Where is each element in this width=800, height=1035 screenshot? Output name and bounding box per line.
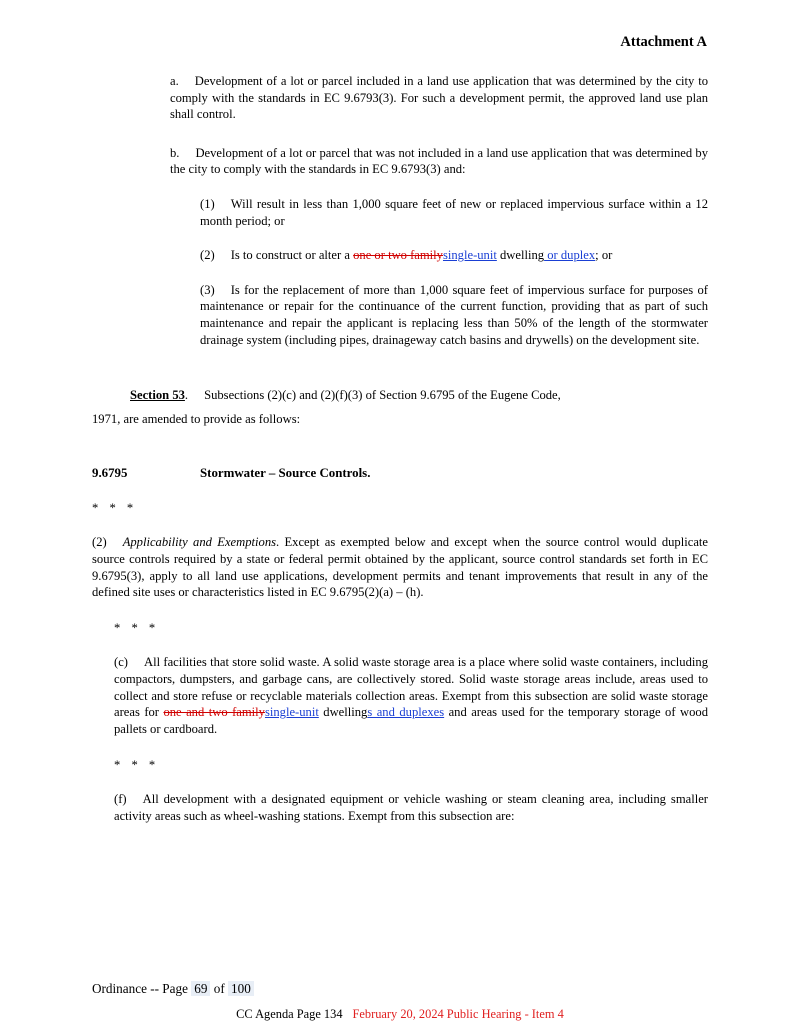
item-b2-inserted-text-2: or duplex [544,248,596,263]
subsection-c-marker: (c) [114,655,128,670]
item-b [170,145,708,178]
agenda-page-label: CC Agenda Page 134 [236,1007,343,1021]
footer-label: Ordinance -- Page [92,981,188,996]
section-53-text: Subsections (2)(c) and (2)(f)(3) of Section 9.6795 of the Eugene Code, [204,388,561,403]
agenda-footer [0,1007,800,1022]
section-53-paragraph [130,384,708,408]
item-b1-marker: (1) [200,197,215,212]
stars-divider-1: * * * [92,501,138,516]
attachment-label: Attachment A [620,34,707,50]
item-b2-inserted-text: single-unit [442,248,497,263]
subsection-c-inserted-text: single-unit [264,705,319,720]
subsection-2-marker: (2) [92,535,107,550]
item-b1-text: Will result in less than 1,000 square feet of new or replaced impervious surface within a 12 month period; or [200,197,708,228]
footer-total-pages: 100 [228,981,254,996]
item-b1 [200,196,708,229]
item-b2-marker: (2) [200,248,215,263]
page-header [92,34,708,51]
subsection-c-inserted-text-2: s and duplexes [367,705,445,720]
code-section-number: 9.6795 [92,466,128,481]
item-b2 [200,247,708,264]
stars-divider-3: * * * [114,757,160,772]
subsection-f-paragraph [114,791,708,824]
item-b2-tail: ; or [595,248,613,263]
item-a-marker: a. [170,74,179,88]
subsection-c-lead: All facilities that store solid waste. A solid waste storage area is a place where solid waste containers, including compactors, dumpsters, and garbage cans, are collectively stored. Solid waste storage areas include, areas used to collect and store refuse or recyclable materials collection areas. Exempt from this subsection are solid waste storage areas for [114,655,708,720]
item-b3 [200,282,708,348]
stars-divider-2: * * * [114,621,160,636]
item-b2-lead: Is to construct or alter a [230,248,354,263]
code-section-title: Stormwater – Source Controls. [200,466,371,481]
subsection-c-tail: and areas used for the temporary storage of wood pallets or cardboard. [114,705,708,737]
subsection-2-paragraph [92,534,708,601]
subsection-2-text: . Except as exempted below and except when the source control would duplicate source controls required by a state or federal permit obtained by the applicant, source control standards set forth in EC 9.6795(3), apply to all land use applications, development permits and tenant improvements that result in any of the defined site uses or characteristics listed in EC 9.6795(2)(a) – (h). [92,535,708,600]
subsection-2-italic-title: Applicability and Exemptions [122,535,277,550]
item-b2-deleted-text: one or two family [353,248,443,263]
footer-of: of [213,981,225,996]
page-footer [92,981,254,997]
item-b3-marker: (3) [200,282,215,297]
code-section-heading [92,466,708,481]
subsection-c-deleted-text: one and two family [163,705,265,720]
subsection-f-marker: (f) [114,791,127,806]
item-b-marker: b. [170,145,180,160]
item-a-text: Development of a lot or parcel included in a land use application that was determined by the city to comply with the standards in EC 9.6793(3). For such a development permit, the approved land use plan shall control. [170,74,708,122]
section-53-period: . [184,388,189,403]
section-53-continuation: 1971, are amended to provide as follows: [92,412,301,427]
subsection-c-mid: dwelling [318,705,368,720]
subsection-f-text: All development with a designated equipment or vehicle washing or steam cleaning area, including smaller activity areas such as wheel-washing stations. Exempt from this subsection are: [114,791,708,823]
item-b2-mid: dwelling [496,248,545,263]
footer-page-number: 69 [191,981,210,996]
hearing-label: February 20, 2024 Public Hearing - Item 4 [352,1007,564,1021]
item-b-text: Development of a lot or parcel that was not included in a land use application that was determined by the city to comply with the standards in EC 9.6793(3) and: [170,145,708,177]
subsection-c-paragraph [114,654,708,738]
item-b3-text: Is for the replacement of more than 1,000 square feet of impervious surface for purposes of maintenance or repair for the continuance of the current function, providing that as part of such maintenance and repair the applicant is replacing less than 50% of the length of the stormwater drainage system (including pipes, drainageway catch basins and drywells) on the development site. [200,282,708,347]
item-a [170,73,708,123]
section-53-label: Section 53 [130,388,185,403]
